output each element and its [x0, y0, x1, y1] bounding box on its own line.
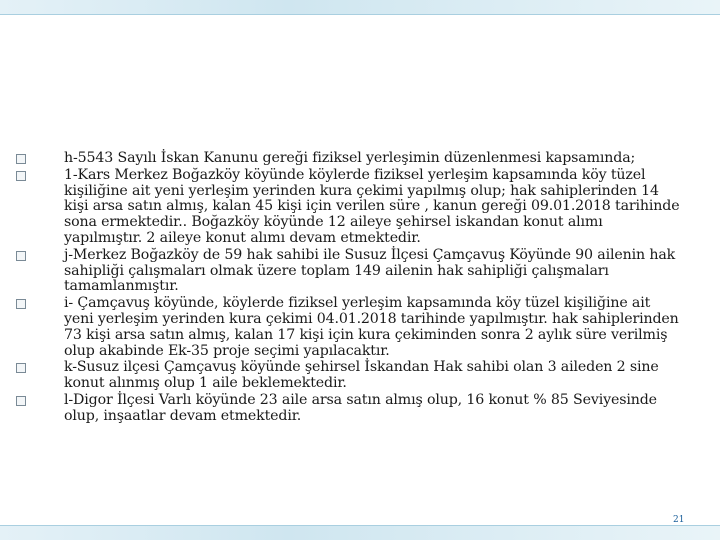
- bottom-decorative-band: [0, 526, 720, 540]
- square-bullet-icon: [16, 396, 26, 406]
- square-bullet-icon: [16, 154, 26, 164]
- list-item: [16, 296, 684, 359]
- list-item-text: l-Digor İlçesi Varlı köyünde 23 aile arsa satın almış olup, 16 konut % 85 Seviyesinde olup, inşaatlar devam etmektedir.: [64, 391, 657, 424]
- top-decorative-band: [0, 0, 720, 14]
- page-number: 21: [673, 515, 685, 525]
- square-bullet-icon: [16, 363, 26, 373]
- square-bullet-icon: [16, 171, 26, 181]
- list-item-text: 1-Kars Merkez Boğazköy köyünde köylerde fiziksel yerleşim kapsamında köy tüzel kişiliğine ait yeni yerleşim yerinden kura çekimi yapılmış olup; hak sahiplerinden 14 kişi arsa satın almış, kalan 45 kişi için verilen süre , kanun gereği 09.01.2018 tarihinde sona ermektedir.. Boğazköy köyünde 12 aileye şehirsel iskandan konut alımı yapılmıştır. 2 aileye konut alımı devam etmektedir.: [64, 166, 680, 246]
- top-divider: [0, 14, 720, 15]
- list-item: [16, 248, 684, 295]
- list-item-text: k-Susuz ilçesi Çamçavuş köyünde şehirsel İskandan Hak sahibi olan 3 aileden 2 sine konut alınmış olup 1 aile beklemektedir.: [64, 359, 659, 392]
- bullet-list: [16, 151, 684, 426]
- list-item-text: j-Merkez Boğazköy de 59 hak sahibi ile Susuz İlçesi Çamçavuş Köyünde 90 ailenin hak sahipliği çalışmaları olmak üzere toplam 149 ailenin hak sahipliği çalışmaları tamamlanmıştır.: [64, 246, 676, 295]
- square-bullet-icon: [16, 299, 26, 309]
- list-item-text: i- Çamçavuş köyünde, köylerde fiziksel yerleşim kapsamında köy tüzel kişiliğine ait yeni yerleşim yerinden kura çekimi 04.01.2018 tarihinde yapılmıştır. hak sahiplerinden 73 kişi arsa satın almış, kalan 17 kişi için kura çekiminden sonra 2 aylık süre verilmiş olup akabinde Ek-35 proje seçimi yapılacaktır.: [64, 295, 679, 359]
- list-item: [16, 393, 684, 425]
- list-item-text: h-5543 Sayılı İskan Kanunu gereği fiziksel yerleşimin düzenlenmesi kapsamında;: [64, 150, 636, 166]
- square-bullet-icon: [16, 251, 26, 261]
- list-item: [16, 151, 684, 167]
- list-item: [16, 168, 684, 247]
- list-item: [16, 360, 684, 392]
